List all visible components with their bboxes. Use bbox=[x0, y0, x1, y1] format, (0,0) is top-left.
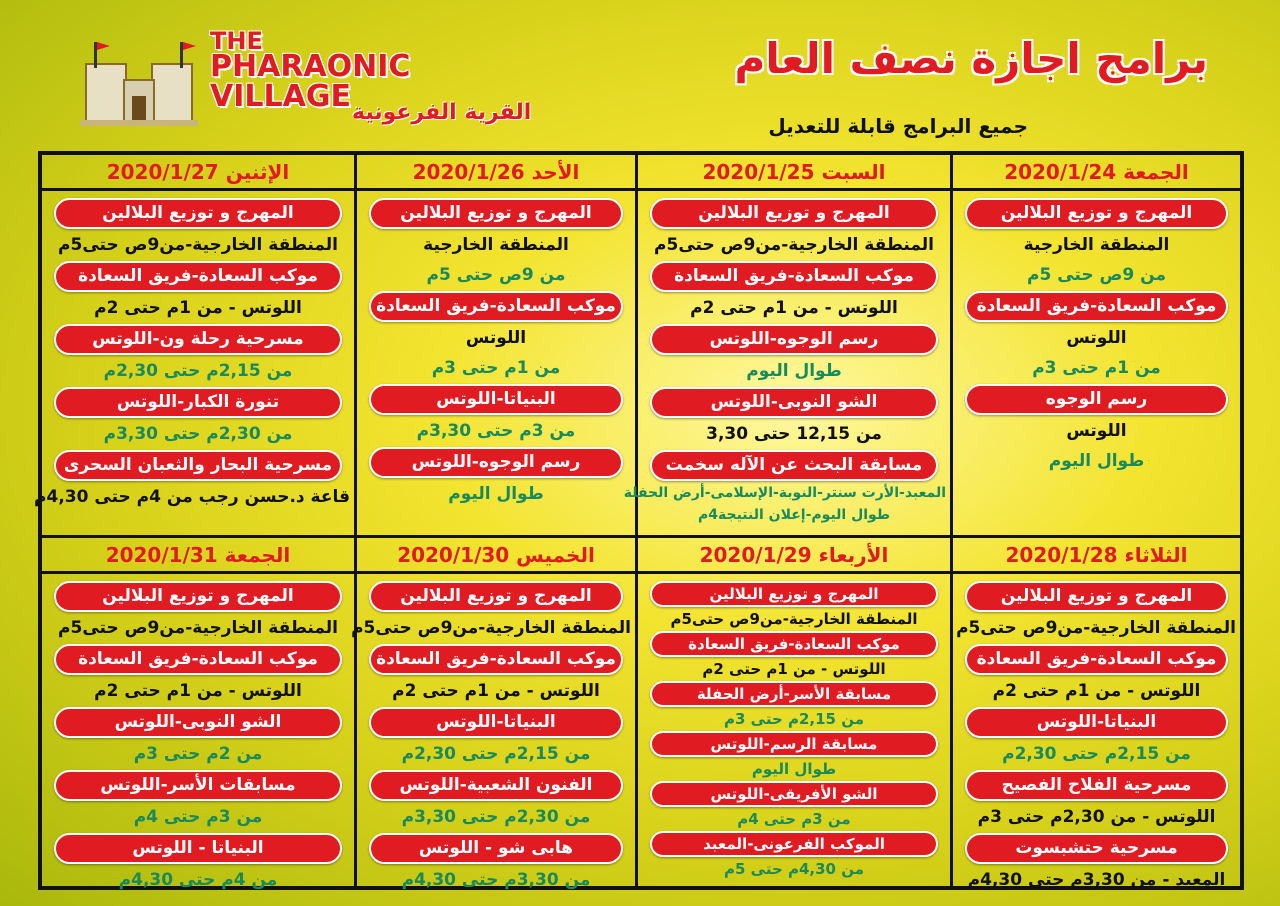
activity-location: المعبد - من 3,30م حتى 4,30م bbox=[967, 870, 1226, 890]
day-header: الأربعاء 2020/1/29 bbox=[638, 538, 950, 574]
day-column bbox=[623, 155, 953, 538]
activity-title: موكب السعادة-فريق السعادة bbox=[965, 644, 1228, 675]
activity-time: من 2,15م حتى 2,30م bbox=[401, 744, 591, 764]
activity-location: المنطقة الخارجية-من9ص حتى5م bbox=[670, 610, 918, 628]
activity-title: مسرحية حتشبسوت bbox=[965, 833, 1228, 864]
activity-location: اللوتس - من 1م حتى 2م bbox=[690, 298, 898, 318]
activity-time: طوال اليوم bbox=[751, 760, 837, 778]
activity-title: مسابقة البحث عن الآله سخمت bbox=[650, 450, 938, 481]
activity-location: قاعة د.حسن رجب من 4م حتى 4,30م bbox=[34, 487, 350, 507]
day-header: الجمعة 2020/1/31 bbox=[42, 538, 354, 574]
activity-title: مسرحية رحلة ون-اللوتس bbox=[54, 324, 342, 355]
activity-title: الشو النوبى-اللوتس bbox=[650, 387, 938, 418]
activity-title: موكب السعادة-فريق السعادة bbox=[650, 261, 938, 292]
day-header: الخميس 2020/1/30 bbox=[357, 538, 635, 574]
activity-title: مسابقات الأسر-اللوتس bbox=[54, 770, 342, 801]
day-activity-list bbox=[361, 197, 631, 509]
activity-time: طوال اليوم bbox=[448, 484, 544, 504]
activity-time: من 1م حتى 3م bbox=[1032, 358, 1161, 378]
activity-time: من 3م حتى 3,30م bbox=[416, 421, 576, 441]
day-column bbox=[351, 538, 638, 890]
activity-location: المنطقة الخارجية-من9ص حتى5م bbox=[351, 618, 631, 638]
activity-title: مسابقة الرسم-اللوتس bbox=[650, 731, 938, 757]
activity-title: البنياتا-اللوتس bbox=[965, 707, 1228, 738]
activity-location: من 12,15 حتى 3,30 bbox=[706, 424, 882, 444]
day-header: الجمعة 2020/1/24 bbox=[953, 155, 1240, 191]
day-activity-list bbox=[34, 197, 350, 512]
logo-line-1: THE bbox=[210, 27, 263, 55]
activity-time: من 2,30م حتى 3,30م bbox=[401, 807, 591, 827]
activity-title: موكب السعادة-فريق السعادة bbox=[54, 644, 342, 675]
activity-location: اللوتس bbox=[1066, 328, 1127, 348]
activity-time: طوال اليوم bbox=[746, 361, 842, 381]
activity-time: من 2م حتى 3م bbox=[133, 744, 263, 764]
activity-location: المنطقة الخارجية-من9ص حتى5م bbox=[956, 618, 1236, 638]
activity-location: اللوتس - من 1م حتى 2م bbox=[992, 681, 1201, 701]
activity-title: موكب السعادة-فريق السعادة bbox=[369, 291, 623, 322]
activity-title: الفنون الشعبية-اللوتس bbox=[369, 770, 623, 801]
activity-time: من 9ص حتى 5م bbox=[426, 265, 566, 285]
activity-title: موكب السعادة-فريق السعادة bbox=[650, 631, 938, 657]
activity-time: طوال اليوم bbox=[1048, 451, 1145, 471]
activity-time: من 3م حتى 4م bbox=[133, 807, 263, 827]
activity-location: المنطقة الخارجية bbox=[423, 235, 569, 255]
activity-location: اللوتس bbox=[1066, 421, 1127, 441]
day-column bbox=[42, 538, 357, 890]
activity-title: البنياتا-اللوتس bbox=[369, 384, 623, 415]
activity-title: موكب السعادة-فريق السعادة bbox=[369, 644, 623, 675]
activity-title: البنياتا - اللوتس bbox=[54, 833, 342, 864]
activity-location: المنطقة الخارجية-من9ص حتى5م bbox=[58, 618, 338, 638]
day-header: الثلاثاء 2020/1/28 bbox=[953, 538, 1240, 574]
activity-title: الشو الأفريقى-اللوتس bbox=[650, 781, 938, 807]
activity-title: رسم الوجوه bbox=[965, 384, 1228, 415]
day-activity-list bbox=[623, 197, 946, 526]
temple-icon bbox=[80, 34, 198, 128]
activity-time: من 2,30م حتى 3,30م bbox=[103, 424, 293, 444]
day-column bbox=[638, 538, 953, 886]
activity-title: رسم الوجوه-اللوتس bbox=[369, 447, 623, 478]
activity-time: من 2,15م حتى 2,30م bbox=[1002, 744, 1191, 764]
day-activity-list bbox=[351, 580, 631, 895]
page-subtitle: جميع البرامج قابلة للتعديل bbox=[768, 114, 1028, 138]
logo-arabic-text: القرية الفرعونية bbox=[352, 100, 532, 125]
activity-time: من 2,15م حتى 3م bbox=[723, 710, 865, 728]
activity-time: من 2,15م حتى 2,30م bbox=[103, 361, 293, 381]
activity-location: اللوتس bbox=[465, 328, 527, 348]
day-activity-list bbox=[957, 197, 1236, 476]
day-activity-list bbox=[46, 580, 350, 895]
day-header: الأحد 2020/1/26 bbox=[357, 155, 635, 191]
day-header: السبت 2020/1/25 bbox=[638, 155, 950, 191]
activity-location: اللوتس - من 1م حتى 2م bbox=[702, 660, 886, 678]
activity-title: المهرج و توزيع البلالين bbox=[650, 198, 938, 229]
day-activity-list bbox=[957, 580, 1236, 895]
activity-time: من 3,30م حتى 4,30م bbox=[401, 870, 591, 890]
activity-time: من 4م حتى 4,30م bbox=[118, 870, 278, 890]
day-activity-list bbox=[642, 580, 946, 880]
day-column bbox=[34, 155, 357, 538]
activity-location: المنطقة الخارجية-من9ص حتى5م bbox=[58, 235, 338, 255]
activity-note: المعبد-الأرت سنتر-النوبة-الإسلامى-أرض الحفلة bbox=[623, 485, 946, 501]
activity-title: المهرج و توزيع البلالين bbox=[54, 198, 342, 229]
activity-location: اللوتس - من 1م حتى 2م bbox=[94, 681, 302, 701]
day-column bbox=[357, 155, 638, 538]
page-title: برامج اجازة نصف العام bbox=[734, 34, 1208, 83]
activity-time: من 1م حتى 3م bbox=[431, 358, 561, 378]
activity-time: من 4,30م حتى 5م bbox=[723, 860, 865, 878]
activity-location: المنطقة الخارجية bbox=[1023, 235, 1170, 255]
activity-title: المهرج و توزيع البلالين bbox=[369, 581, 623, 612]
activity-title: موكب السعادة-فريق السعادة bbox=[54, 261, 342, 292]
activity-title: موكب السعادة-فريق السعادة bbox=[965, 291, 1228, 322]
activity-title: تنورة الكبار-اللوتس bbox=[54, 387, 342, 418]
activity-title: هابى شو - اللوتس bbox=[369, 833, 623, 864]
activity-title: المهرج و توزيع البلالين bbox=[650, 581, 938, 607]
activity-time: من 9ص حتى 5م bbox=[1026, 265, 1166, 285]
activity-title: مسرحية البحار والثعبان السحرى bbox=[54, 450, 342, 481]
day-column bbox=[953, 538, 1240, 890]
activity-title: رسم الوجوه-اللوتس bbox=[650, 324, 938, 355]
activity-title: المهرج و توزيع البلالين bbox=[54, 581, 342, 612]
day-header: الإثنين 2020/1/27 bbox=[42, 155, 354, 191]
pharaonic-village-logo bbox=[80, 27, 532, 138]
activity-location: اللوتس - من 2,30م حتى 3م bbox=[977, 807, 1216, 827]
activity-time: من 3م حتى 4م bbox=[737, 810, 851, 828]
activity-title: المهرج و توزيع البلالين bbox=[965, 198, 1228, 229]
activity-title: مسابقة الأسر-أرض الحفلة bbox=[650, 681, 938, 707]
activity-title: المهرج و توزيع البلالين bbox=[965, 581, 1228, 612]
activity-title: الموكب الفرعونى-المعبد bbox=[650, 831, 938, 857]
logo-line-3: VILLAGE bbox=[210, 79, 351, 114]
day-column bbox=[953, 155, 1240, 538]
activity-location: اللوتس - من 1م حتى 2م bbox=[392, 681, 600, 701]
activity-title: الشو النوبى-اللوتس bbox=[54, 707, 342, 738]
activity-note: طوال اليوم-إعلان النتيجة4م bbox=[697, 507, 890, 523]
activity-title: المهرج و توزيع البلالين bbox=[369, 198, 623, 229]
activity-location: اللوتس - من 1م حتى 2م bbox=[94, 298, 302, 318]
activity-location: المنطقة الخارجية-من9ص حتى5م bbox=[654, 235, 934, 255]
schedule-board bbox=[34, 151, 1244, 890]
logo-line-2: PHARAONIC bbox=[210, 49, 411, 84]
activity-title: البنياتا-اللوتس bbox=[369, 707, 623, 738]
activity-title: مسرحية الفلاح الفصيح bbox=[965, 770, 1228, 801]
